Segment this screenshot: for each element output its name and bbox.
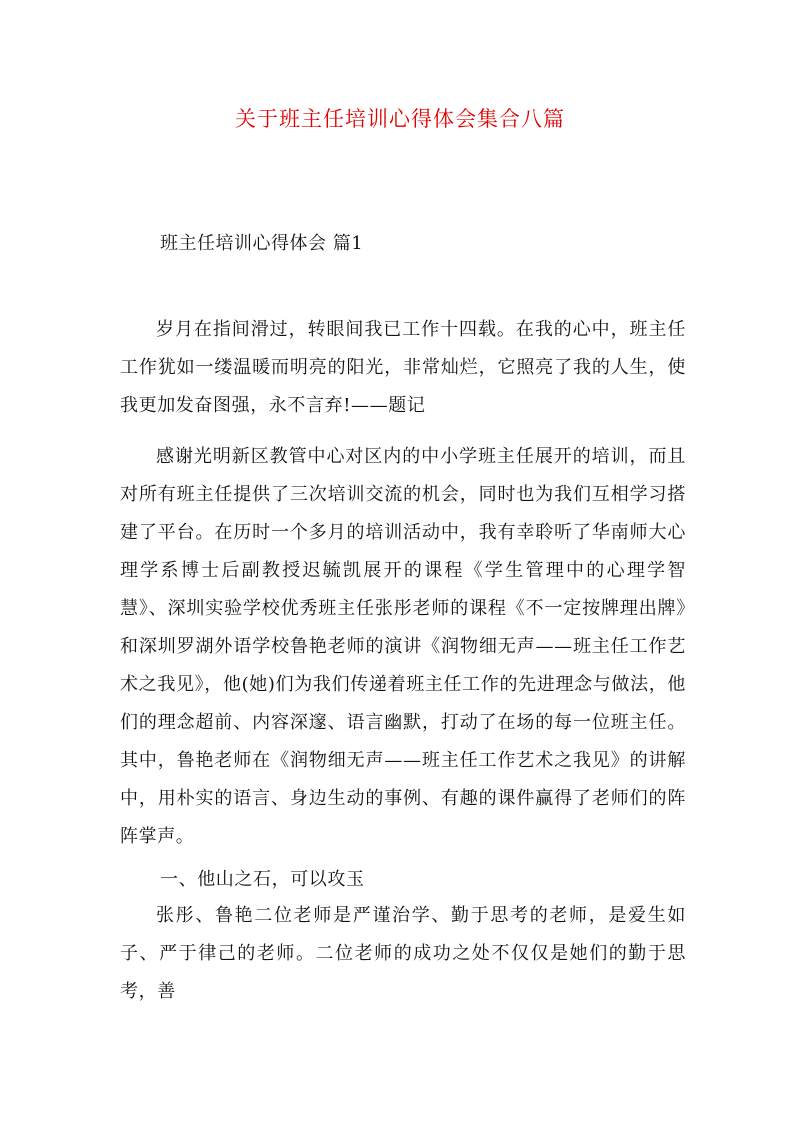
paragraph-block [120,897,686,1011]
paragraph-training: 感谢光明新区教管中心对区内的中小学班主任展开的培训，而且对所有班主任提供了三次培训交流的机会，同时也为我们互相学习搭建了平台。在历时一个多月的培训活动中，我有幸聆听了华南师大心理学系博士后副教授迟毓凯展开的课程《学生管理中的心理学智慧》、深圳实验学校优秀班主任张彤老师的课程《不一定按牌理出牌》和深圳罗湖外语学校鲁艳老师的演讲《润物细无声——班主任工作艺术之我见》，他(她)们为我们传递着班主任工作的先进理念与做法，他们的理念超前、内容深邃、语言幽默，打动了在场的每一位班主任。其中，鲁艳老师在《润物细无声——班主任工作艺术之我见》的讲解中，用朴实的语言、身边生动的事例、有趣的课件赢得了老师们的阵阵掌声。 [120,446,686,847]
paragraph-block [120,438,686,856]
document-title: 关于班主任培训心得体会集合八篇 [235,107,565,131]
section-subtitle: 班主任培训心得体会 篇1 [160,233,364,254]
paragraph-block [120,311,686,425]
section-heading: 一、他山之石，可以攻玉 [160,869,365,890]
paragraph-teachers: 张彤、鲁艳二位老师是严谨治学、勤于思考的老师，是爱生如子、严于律己的老师。二位老师的成功之处不仅仅是她们的勤于思考，善 [120,905,686,1002]
paragraph-epigraph: 岁月在指间滑过，转眼间我已工作十四载。在我的心中，班主任工作犹如一缕温暖而明亮的阳光，非常灿烂，它照亮了我的人生，使我更加发奋图强，永不言弃!——题记 [120,319,686,416]
